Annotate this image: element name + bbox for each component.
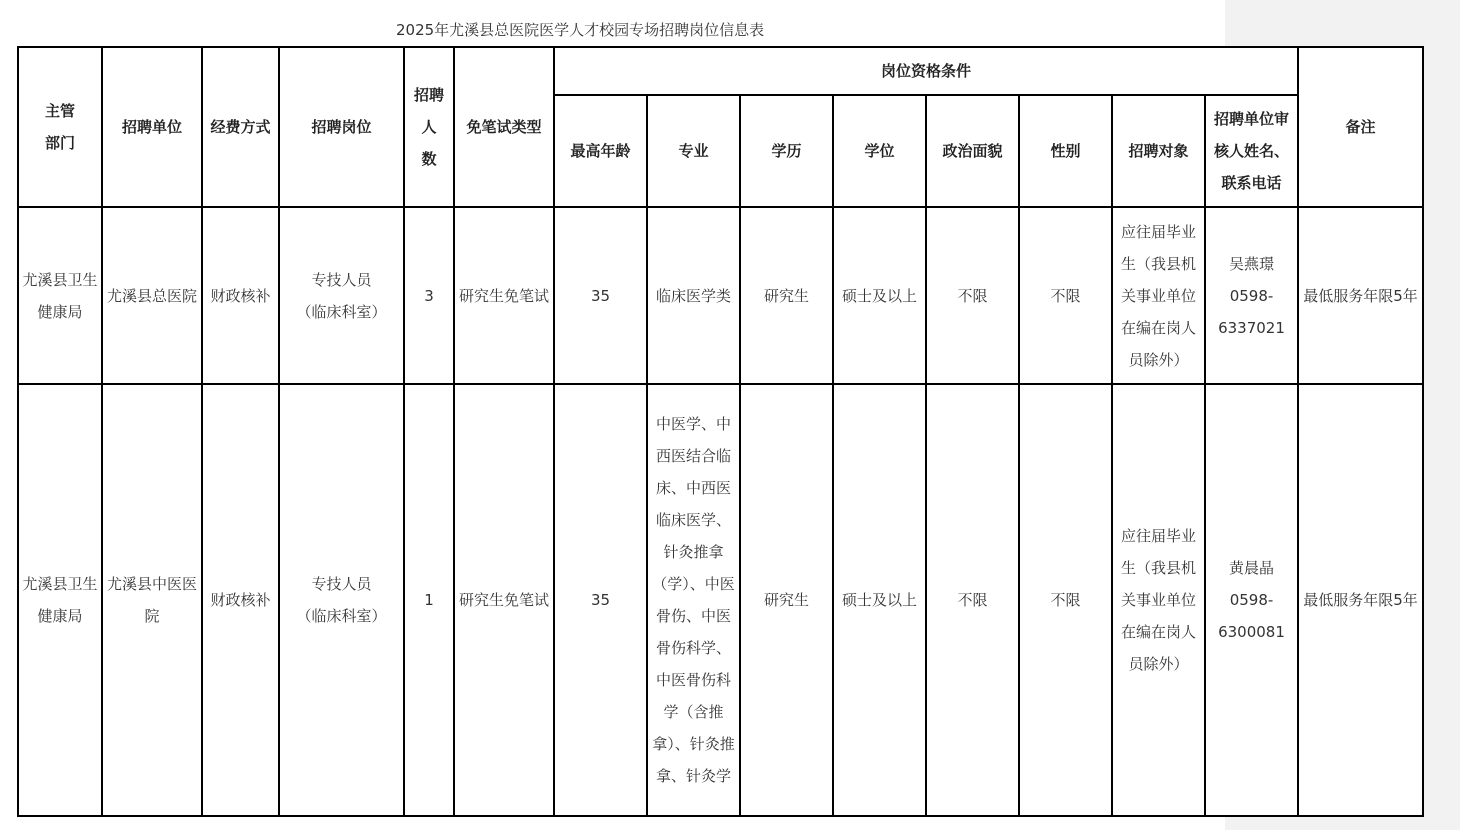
header-remarks: 备注 (1298, 47, 1423, 207)
header-post: 招聘岗位 (279, 47, 404, 207)
cell-degree: 硕士及以上 (833, 384, 926, 816)
header-count-line1: 招聘人 (413, 86, 444, 136)
cell-target: 应往届毕业生（我县机关事业单位在编在岗人员除外） (1112, 207, 1205, 384)
header-major: 专业 (647, 95, 740, 207)
cell-dept (18, 384, 102, 816)
cell-dept-line2: 健康局 (37, 302, 83, 321)
cell-count: 1 (404, 384, 454, 816)
header-count (404, 47, 454, 207)
cell-gender: 不限 (1019, 384, 1112, 816)
cell-dept-line1: 尤溪县卫生 (22, 270, 98, 289)
header-contact (1205, 95, 1298, 207)
cell-age: 35 (554, 207, 647, 384)
contact-name: 黄晨晶 (1229, 559, 1275, 577)
header-dept (18, 47, 102, 207)
cell-post (279, 384, 404, 816)
contact-phone-prefix: 0598- (1229, 591, 1274, 609)
table-row (18, 384, 1423, 816)
cell-funding: 财政核补 (202, 384, 279, 816)
header-dept-line2: 部门 (44, 134, 75, 152)
cell-age: 35 (554, 384, 647, 816)
contact-phone-number: 6300081 (1218, 623, 1285, 641)
header-degree: 学位 (833, 95, 926, 207)
cell-post-line2: （临床科室） (296, 607, 387, 625)
header-contact-line3: 联系电话 (1221, 174, 1282, 192)
cell-remarks: 最低服务年限5年 (1298, 384, 1423, 816)
cell-political: 不限 (926, 207, 1019, 384)
cell-major: 临床医学类 (647, 207, 740, 384)
header-exam: 免笔试类型 (454, 47, 554, 207)
header-contact-line2: 核人姓名、 (1214, 142, 1290, 160)
cell-education: 研究生 (740, 384, 833, 816)
header-dept-line1: 主管 (44, 102, 75, 120)
cell-dept (18, 207, 102, 384)
header-unit: 招聘单位 (102, 47, 202, 207)
cell-gender: 不限 (1019, 207, 1112, 384)
cell-dept-line2: 健康局 (37, 607, 83, 625)
header-target: 招聘对象 (1112, 95, 1205, 207)
cell-contact (1205, 384, 1298, 816)
cell-degree: 硕士及以上 (833, 207, 926, 384)
cell-dept-line1: 尤溪县卫生 (22, 575, 98, 593)
cell-political: 不限 (926, 384, 1019, 816)
header-count-line2: 数 (421, 150, 437, 168)
cell-remarks: 最低服务年限5年 (1298, 207, 1423, 384)
header-qualifications: 岗位资格条件 (554, 47, 1298, 95)
document-title: 2025年尤溪县总医院医学人才校园专场招聘岗位信息表 (396, 21, 765, 39)
recruitment-table (17, 46, 1424, 817)
cell-education: 研究生 (740, 207, 833, 384)
header-row-group (18, 47, 1423, 95)
header-contact-line1: 招聘单位审 (1214, 110, 1290, 128)
cell-unit: 尤溪县总医院 (102, 207, 202, 384)
cell-target: 应往届毕业生（我县机关事业单位在编在岗人员除外） (1112, 384, 1205, 816)
cell-post-line1: 专技人员 (311, 575, 372, 593)
cell-major: 中医学、中西医结合临床、中西医临床医学、针灸推拿（学）、中医骨伤、中医骨伤科学、中医骨伤科学（含推拿）、针灸推拿、针灸学 (647, 384, 740, 816)
cell-unit: 尤溪县中医医院 (102, 384, 202, 816)
header-education: 学历 (740, 95, 833, 207)
header-political: 政治面貌 (926, 95, 1019, 207)
header-gender: 性别 (1019, 95, 1112, 207)
cell-contact (1205, 207, 1298, 384)
cell-funding: 财政核补 (202, 207, 279, 384)
header-age: 最高年龄 (554, 95, 647, 207)
cell-post-line1: 专技人员 (311, 270, 372, 289)
contact-phone-prefix: 0598- (1229, 286, 1274, 305)
cell-post (279, 207, 404, 384)
table-row (18, 207, 1423, 384)
contact-phone-number: 6337021 (1218, 318, 1285, 337)
cell-exam: 研究生免笔试 (454, 384, 554, 816)
header-funding: 经费方式 (202, 47, 279, 207)
contact-name: 吴燕璟 (1229, 254, 1275, 273)
cell-count: 3 (404, 207, 454, 384)
cell-post-line2: （临床科室） (296, 302, 387, 321)
cell-exam: 研究生免笔试 (454, 207, 554, 384)
